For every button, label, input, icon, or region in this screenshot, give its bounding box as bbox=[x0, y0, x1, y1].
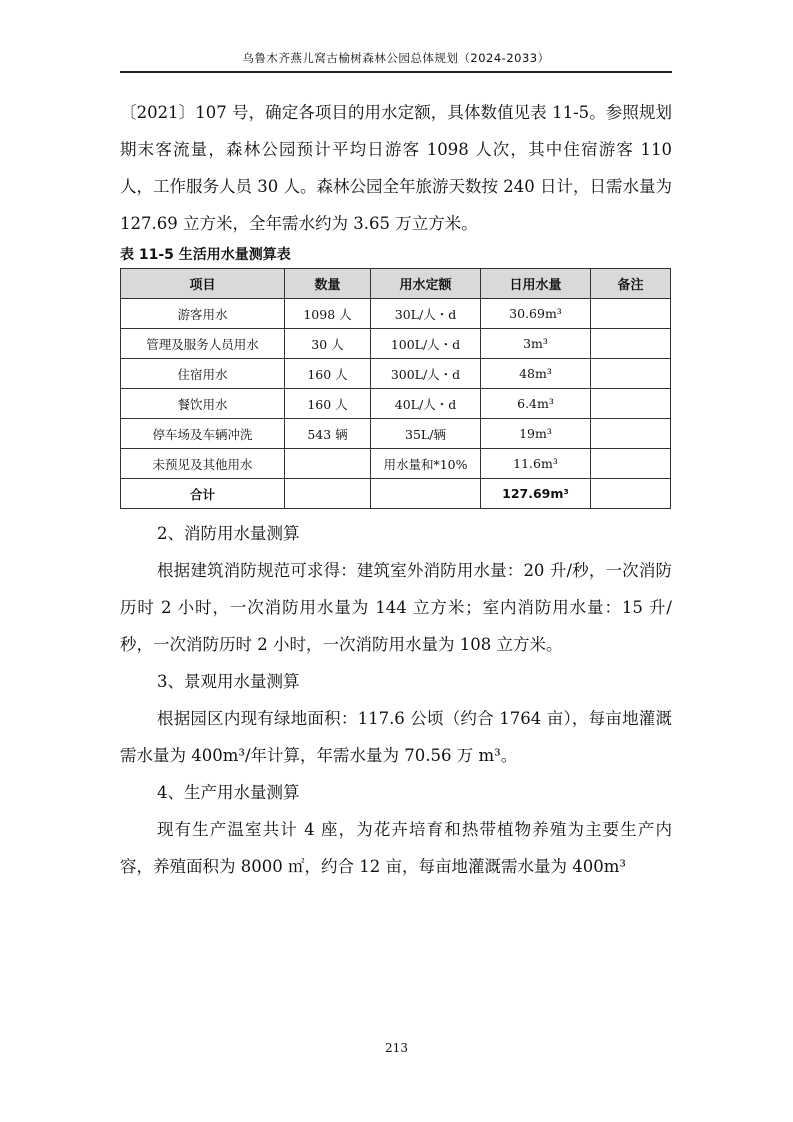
table-cell: 1098 人 bbox=[285, 299, 371, 329]
table-header-row bbox=[121, 269, 671, 299]
table-cell: 300L/人・d bbox=[371, 359, 481, 389]
column-header: 用水定额 bbox=[371, 269, 481, 299]
table-row bbox=[121, 299, 671, 329]
table-cell: 住宿用水 bbox=[121, 359, 285, 389]
intro-paragraph: 〔2021〕107 号，确定各项目的用水定额，具体数值见表 11-5。参照规划期末客流量，森林公园预计平均日游客 1098 人次，其中住宿游客 110 人，工作服务人员 30 人。森林公园全年旅游天数按 240 日计，日需水量为 127.69 立方米，全年需水约为 3.65 万立方米。 bbox=[120, 103, 672, 233]
column-header: 日用水量 bbox=[481, 269, 591, 299]
table-cell: 用水量和*10% bbox=[371, 449, 481, 479]
table-cell bbox=[591, 419, 671, 449]
table-cell: 100L/人・d bbox=[371, 329, 481, 359]
table-cell: 未预见及其他用水 bbox=[121, 449, 285, 479]
table-cell bbox=[285, 449, 371, 479]
table-cell: 543 辆 bbox=[285, 419, 371, 449]
table-cell: 127.69m³ bbox=[481, 479, 591, 509]
table-cell: 合计 bbox=[121, 479, 285, 509]
table-cell: 管理及服务人员用水 bbox=[121, 329, 285, 359]
section-heading-landscape: 3、景观用水量测算 bbox=[157, 672, 300, 691]
table-cell: 游客用水 bbox=[121, 299, 285, 329]
header-rule bbox=[120, 71, 672, 73]
table-cell: 48m³ bbox=[481, 359, 591, 389]
table-total-row bbox=[121, 479, 671, 509]
table-cell bbox=[285, 479, 371, 509]
table-row bbox=[121, 419, 671, 449]
table-cell bbox=[591, 329, 671, 359]
page-number: 213 bbox=[385, 1041, 408, 1055]
table-cell: 3m³ bbox=[481, 329, 591, 359]
table-cell: 30L/人・d bbox=[371, 299, 481, 329]
table-cell: 30.69m³ bbox=[481, 299, 591, 329]
section-paragraph-fire: 根据建筑消防规范可求得：建筑室外消防用水量：20 升/秒，一次消防历时 2 小时，一次消防用水量为 144 立方米；室内消防用水量：15 升/秒，一次消防历时 2 小时，一次消防用水量为 108 立方米。 bbox=[120, 561, 672, 654]
table-cell bbox=[591, 449, 671, 479]
section-paragraph-landscape: 根据园区内现有绿地面积：117.6 公顷（约合 1764 亩），每亩地灌溉需水量为 400m³/年计算，年需水量为 70.56 万 m³。 bbox=[120, 709, 672, 765]
table-cell: 30 人 bbox=[285, 329, 371, 359]
table-cell bbox=[591, 389, 671, 419]
table-cell: 停车场及车辆冲洗 bbox=[121, 419, 285, 449]
column-header: 数量 bbox=[285, 269, 371, 299]
water-usage-table bbox=[120, 268, 671, 509]
table-cell: 35L/辆 bbox=[371, 419, 481, 449]
table-title: 表 11-5 生活用水量测算表 bbox=[120, 247, 291, 263]
table-cell: 6.4m³ bbox=[481, 389, 591, 419]
column-header: 项目 bbox=[121, 269, 285, 299]
table-row bbox=[121, 329, 671, 359]
table-cell: 餐饮用水 bbox=[121, 389, 285, 419]
table-cell: 40L/人・d bbox=[371, 389, 481, 419]
section-paragraph-production: 现有生产温室共计 4 座，为花卉培育和热带植物养殖为主要生产内容，养殖面积为 8000 ㎡，约合 12 亩，每亩地灌溉需水量为 400m³ bbox=[120, 820, 672, 876]
table-row bbox=[121, 449, 671, 479]
section-heading-fire: 2、消防用水量测算 bbox=[157, 524, 300, 543]
page-header: 乌鲁木齐燕儿窝古榆树森林公园总体规划（2024-2033） bbox=[242, 51, 550, 65]
table-cell: 160 人 bbox=[285, 359, 371, 389]
table-cell bbox=[591, 299, 671, 329]
table-cell bbox=[591, 479, 671, 509]
column-header: 备注 bbox=[591, 269, 671, 299]
table-row bbox=[121, 389, 671, 419]
table-cell bbox=[371, 479, 481, 509]
table-row bbox=[121, 359, 671, 389]
table-cell: 19m³ bbox=[481, 419, 591, 449]
table-cell bbox=[591, 359, 671, 389]
section-heading-production: 4、生产用水量测算 bbox=[157, 783, 300, 802]
document-body bbox=[120, 94, 672, 885]
table-cell: 11.6m³ bbox=[481, 449, 591, 479]
table-cell: 160 人 bbox=[285, 389, 371, 419]
